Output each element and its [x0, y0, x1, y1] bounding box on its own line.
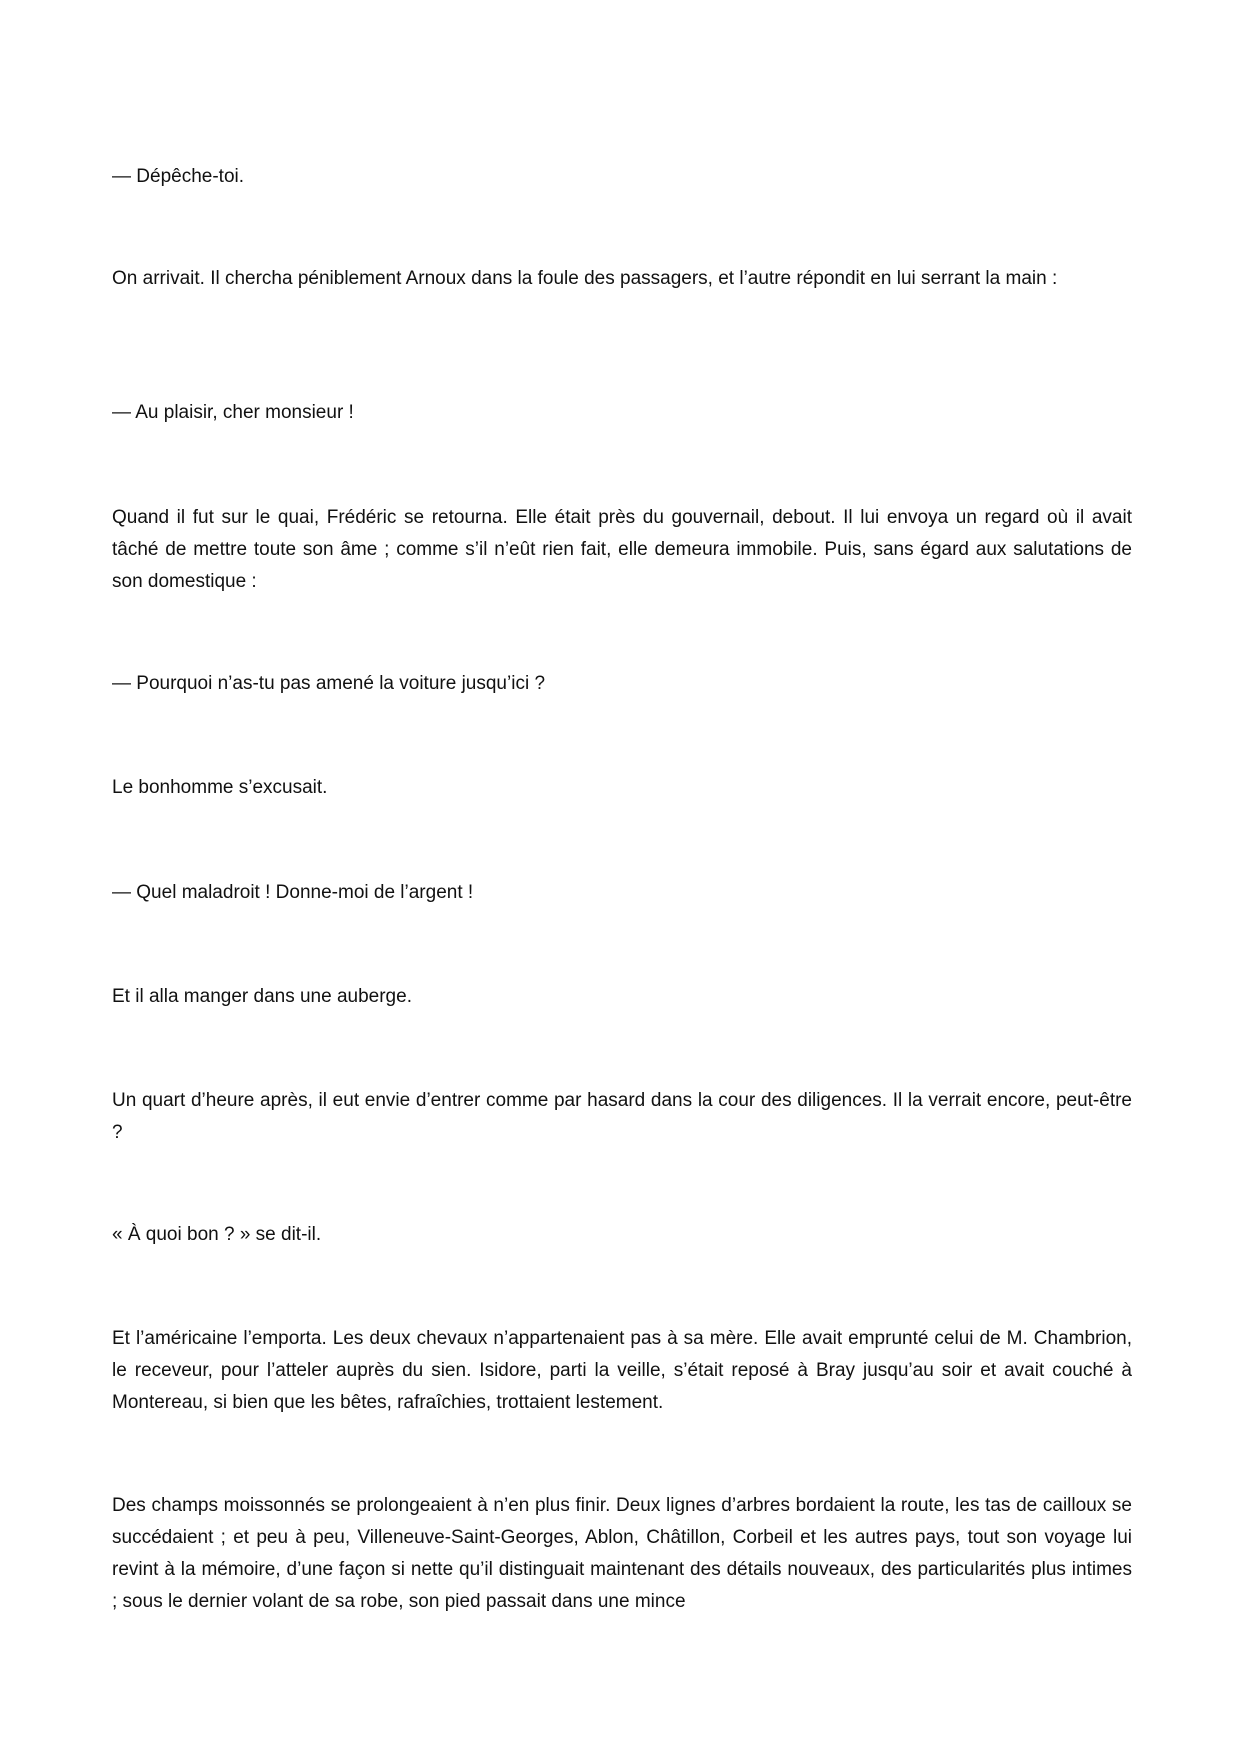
paragraph: On arrivait. Il chercha péniblement Arnoux dans la foule des passagers, et l’autre répondit en lui serrant la main : [112, 268, 1058, 289]
paragraph: — Dépêche-toi. [112, 166, 245, 187]
paragraph: — Pourquoi n’as-tu pas amené la voiture jusqu’ici ? [112, 673, 546, 694]
paragraph: Un quart d’heure après, il eut envie d’entrer comme par hasard dans la cour des diligences. Il la verrait encore, peut-être ? [112, 1090, 1132, 1143]
paragraph: — Au plaisir, cher monsieur ! [112, 402, 354, 423]
paragraph: Quand il fut sur le quai, Frédéric se retourna. Elle était près du gouvernail, debout. Il lui envoya un regard où il avait tâché de mettre toute son âme ; comme s’il n’eût rien fait, elle demeura immobile. Puis, sans égard aux salutations de son domestique : [112, 507, 1132, 592]
paragraph: Et l’américaine l’emporta. Les deux chevaux n’appartenaient pas à sa mère. Elle avait emprunté celui de M. Chambrion, le receveur, pour l’atteler auprès du sien. Isidore, parti la veille, s’était reposé à Bray jusqu’au soir et avait couché à Montereau, si bien que les bêtes, rafraîchies, trottaient lestement. [112, 1328, 1132, 1413]
paragraph: — Quel maladroit ! Donne-moi de l’argent ! [112, 882, 474, 903]
paragraph: Et il alla manger dans une auberge. [112, 986, 412, 1007]
paragraph: Des champs moissonnés se prolongeaient à n’en plus finir. Deux lignes d’arbres bordaient la route, les tas de cailloux se succédaient ; et peu à peu, Villeneuve-Saint-Georges, Ablon, Châtillon, Corbeil et les autres pays, tout son voyage lui revint à la mémoire, d’une façon si nette qu’il distinguait maintenant des détails nouveaux, des particularités plus intimes ; sous le dernier volant de sa robe, son pied passait dans une mince [112, 1495, 1132, 1612]
paragraph: Le bonhomme s’excusait. [112, 777, 328, 798]
paragraph: « À quoi bon ? » se dit-il. [112, 1224, 322, 1245]
